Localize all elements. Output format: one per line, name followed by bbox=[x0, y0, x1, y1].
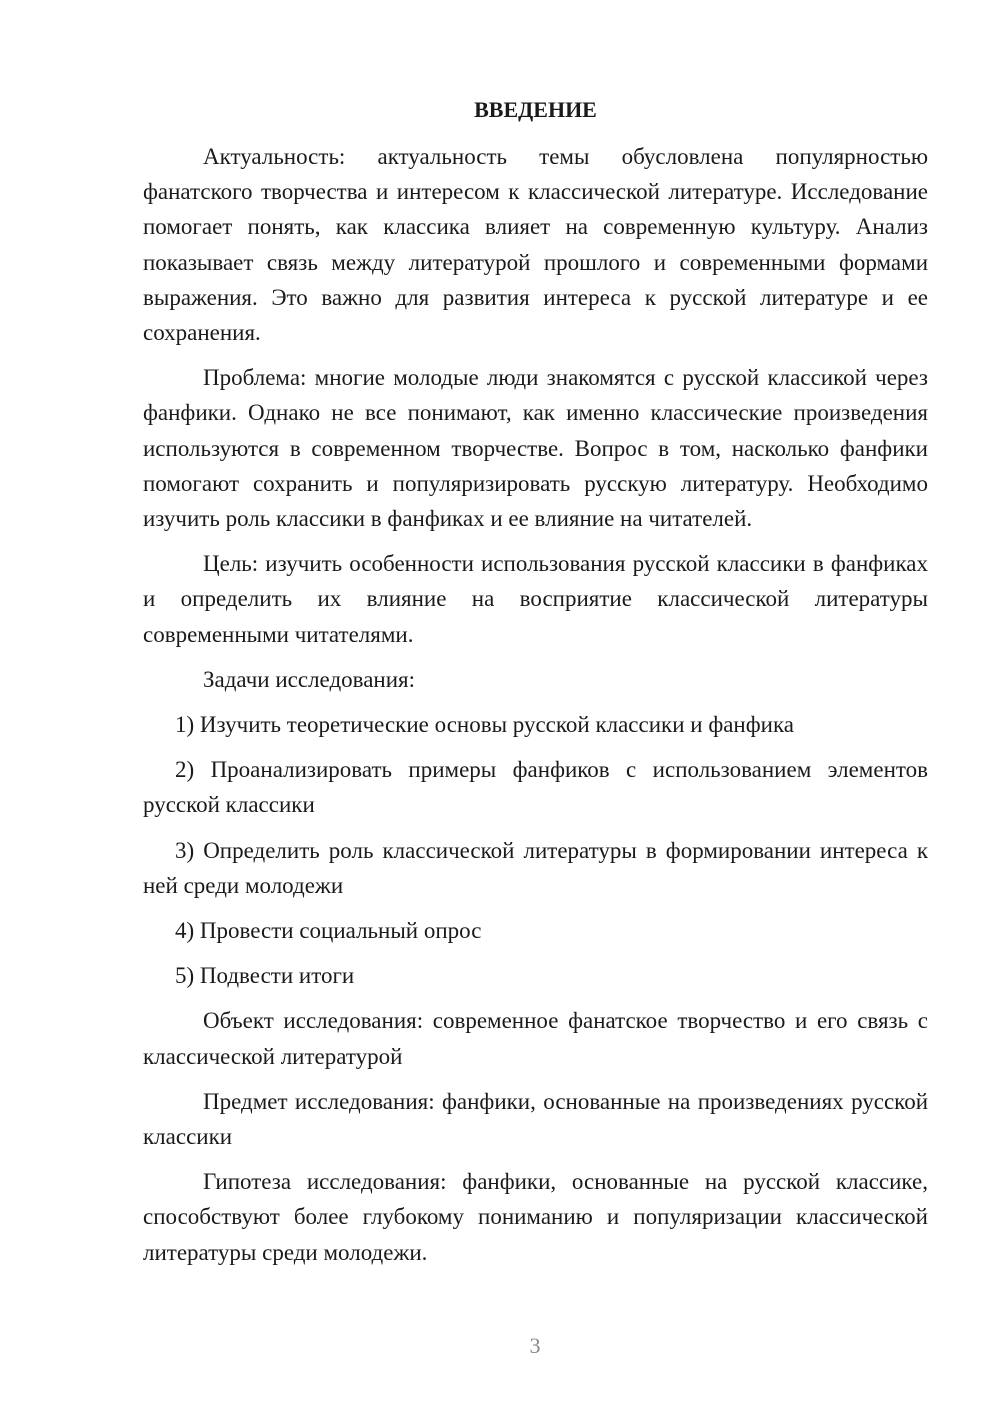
subject-paragraph: Предмет исследования: фанфики, основанные на произведениях русской классики bbox=[143, 1088, 928, 1150]
goal-paragraph: Цель: изучить особенности использования русской классики в фанфиках и определить их влияние на восприятие классической литературы современными читателями. bbox=[143, 551, 928, 647]
task-item-4: 4) Провести социальный опрос bbox=[175, 918, 482, 944]
page-title: ВВЕДЕНИЕ bbox=[474, 97, 597, 122]
tasks-heading: Задачи исследования: bbox=[203, 666, 416, 692]
object-paragraph: Объект исследования: современное фанатское творчество и его связь с классической литературой bbox=[143, 1008, 928, 1069]
task-item-3: 3) Определить роль классической литературы в формировании интереса к ней среди молодежи bbox=[143, 837, 928, 898]
relevance-paragraph: Актуальность: актуальность темы обусловлена популярностью фанатского творчества и интересом к классической литературе. Исследование помогает понять, как классика влияет на современную культуру. Анализ показывает связь между литературой прошлого и современными формами выражения. Это важно для развития интереса к русской литературе и ее сохранения. bbox=[143, 144, 928, 346]
task-item-5: 5) Подвести итоги bbox=[175, 963, 355, 989]
page-number: 3 bbox=[529, 1333, 541, 1358]
task-item-1: 1) Изучить теоретические основы русской классики и фанфика bbox=[175, 712, 794, 738]
document-page bbox=[143, 92, 928, 1280]
problem-paragraph: Проблема: многие молодые люди знакомятся с русской классикой через фанфики. Однако не все понимают, как именно классические произведения используются в современном творчестве. Вопрос в том, насколько фанфики помогают сохранить и популяризировать русскую литературу. Необходимо изучить роль классики в фанфиках и ее влияние на читателей. bbox=[143, 365, 928, 532]
hypothesis-paragraph: Гипотеза исследования: фанфики, основанные на русской классике, способствуют более глубокому пониманию и популяризации классической литературы среди молодежи. bbox=[143, 1169, 928, 1265]
task-item-2: 2) Проанализировать примеры фанфиков с использованием элементов русской классики bbox=[143, 757, 928, 818]
